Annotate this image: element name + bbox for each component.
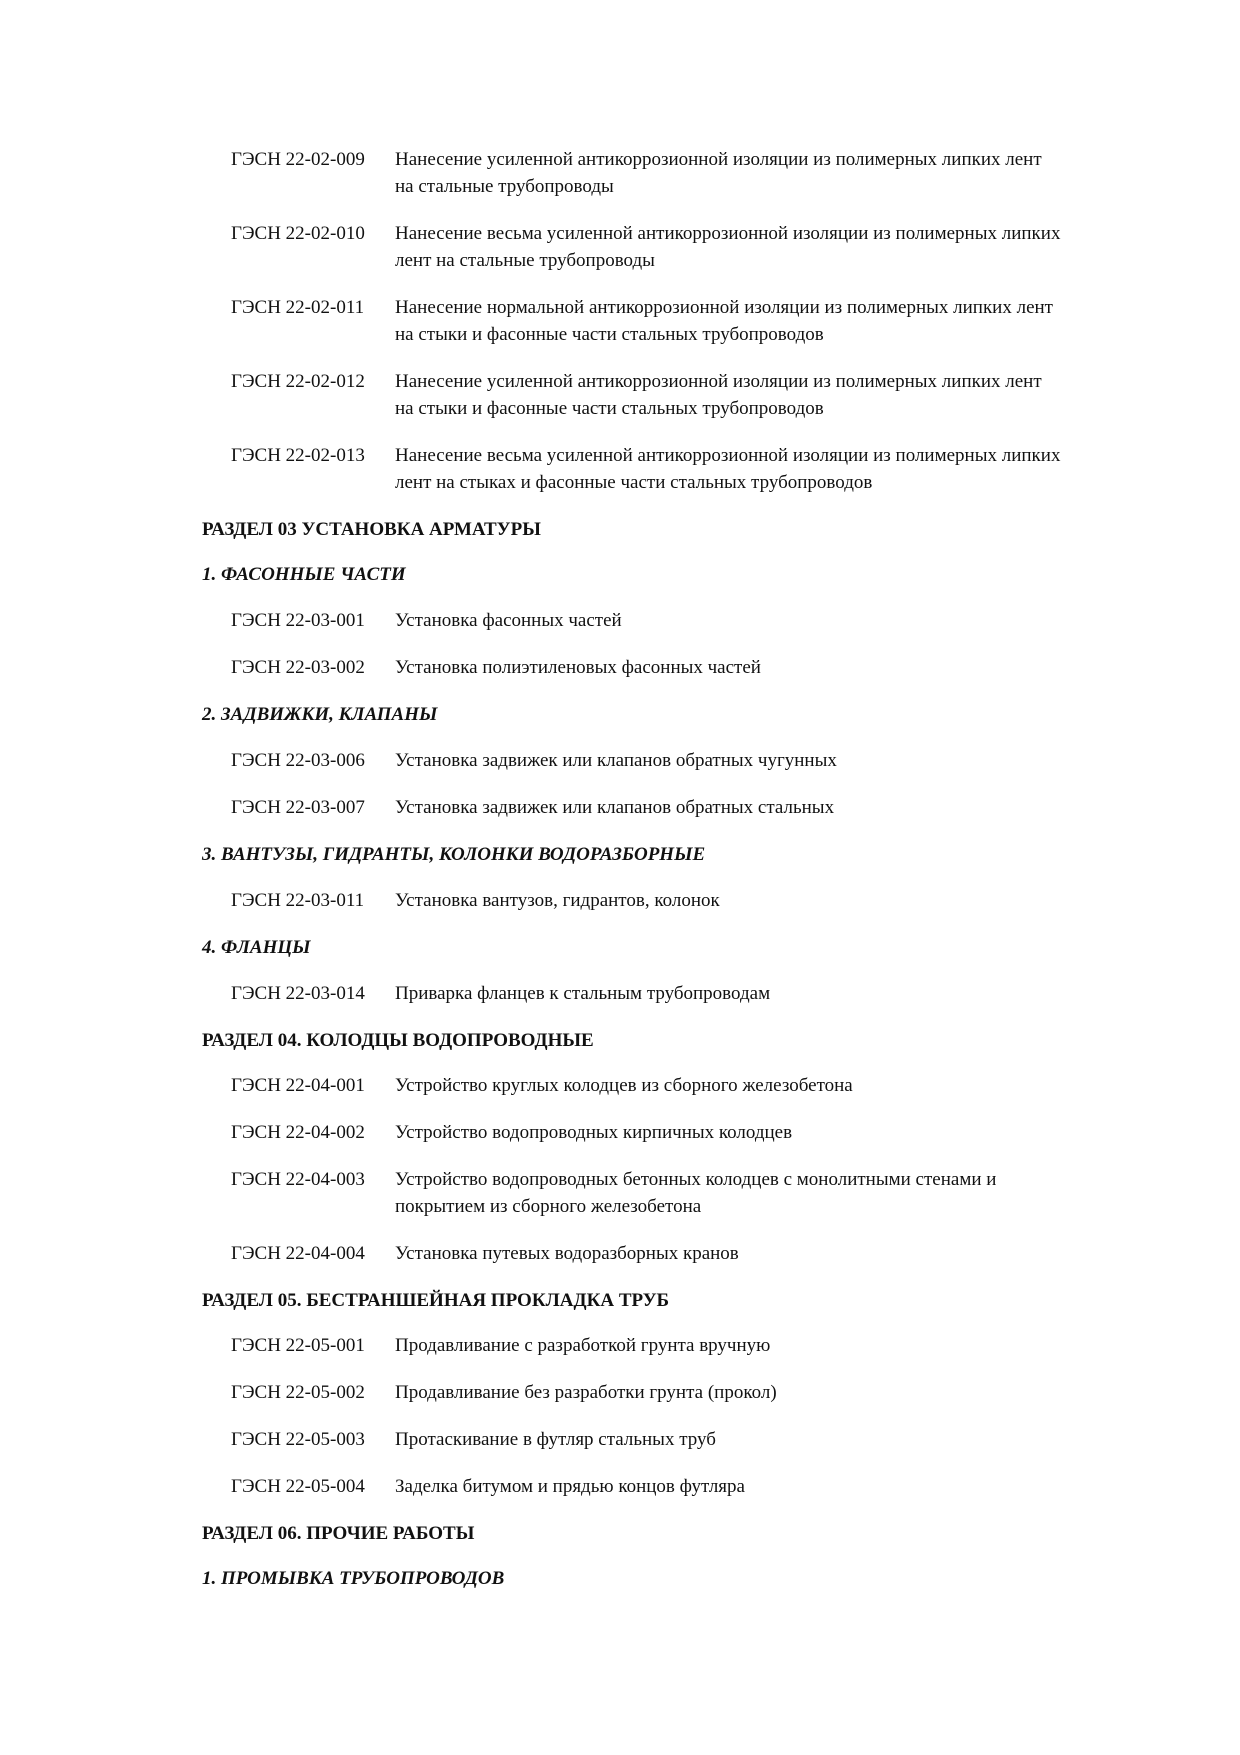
norm-description: Нанесение усиленной антикоррозионной изоляции из полимерных липких лент на стальные трубопроводы [395, 149, 1042, 197]
norm-description: Протаскивание в футляр стальных труб [395, 1429, 716, 1450]
norm-entry [202, 1332, 1062, 1359]
subsection-heading: 2. ЗАДВИЖКИ, КЛАПАНЫ [202, 704, 438, 725]
norm-entry [202, 1473, 1062, 1500]
norm-code: ГЭСН 22-03-001 [231, 610, 365, 631]
norm-description: Нанесение весьма усиленной антикоррозионной изоляции из полимерных липких лент на стыках и фасонные части стальных трубопроводов [395, 445, 1061, 493]
document-content [202, 146, 1062, 1611]
norm-description: Установка фасонных частей [395, 610, 622, 631]
norm-entry [202, 1072, 1062, 1099]
norm-entry [202, 1379, 1062, 1406]
norm-description: Установка вантузов, гидрантов, колонок [395, 890, 720, 911]
norm-description: Устройство водопроводных кирпичных колодцев [395, 1122, 793, 1143]
norm-code: ГЭСН 22-03-014 [231, 983, 365, 1004]
norm-code: ГЭСН 22-02-010 [231, 223, 365, 244]
norm-entry [202, 146, 1062, 200]
norm-description: Установка задвижек или клапанов обратных чугунных [395, 750, 837, 771]
norm-entry [202, 368, 1062, 422]
subsection-heading: 1. ФАСОННЫЕ ЧАСТИ [202, 564, 406, 585]
norm-entry [202, 980, 1062, 1007]
norm-entry [202, 220, 1062, 274]
norm-entry [202, 1426, 1062, 1453]
norm-description: Нанесение нормальной антикоррозионной изоляции из полимерных липких лент на стыки и фасонные части стальных трубопроводов [395, 297, 1053, 345]
norm-code: ГЭСН 22-05-002 [231, 1382, 365, 1403]
norm-code: ГЭСН 22-05-001 [231, 1335, 365, 1356]
norm-entry [202, 1240, 1062, 1267]
norm-code: ГЭСН 22-04-003 [231, 1169, 365, 1190]
norm-entry [202, 887, 1062, 914]
norm-description: Заделка битумом и прядью концов футляра [395, 1476, 745, 1497]
norm-code: ГЭСН 22-05-003 [231, 1429, 365, 1450]
norm-code: ГЭСН 22-03-002 [231, 657, 365, 678]
norm-entry [202, 607, 1062, 634]
norm-code: ГЭСН 22-03-006 [231, 750, 365, 771]
norm-entry [202, 794, 1062, 821]
norm-entry [202, 1119, 1062, 1146]
norm-description: Продавливание с разработкой грунта вручную [395, 1335, 771, 1356]
norm-description: Установка путевых водоразборных кранов [395, 1243, 739, 1264]
norm-description: Нанесение весьма усиленной антикоррозионной изоляции из полимерных липких лент на стальные трубопроводы [395, 223, 1061, 271]
norm-code: ГЭСН 22-03-007 [231, 797, 365, 818]
section-heading: РАЗДЕЛ 06. ПРОЧИЕ РАБОТЫ [202, 1523, 475, 1544]
norm-code: ГЭСН 22-04-004 [231, 1243, 365, 1264]
section-heading: РАЗДЕЛ 03 УСТАНОВКА АРМАТУРЫ [202, 519, 541, 540]
norm-description: Нанесение усиленной антикоррозионной изоляции из полимерных липких лент на стыки и фасонные части стальных трубопроводов [395, 371, 1042, 419]
section-heading: РАЗДЕЛ 04. КОЛОДЦЫ ВОДОПРОВОДНЫЕ [202, 1030, 594, 1051]
norm-entry [202, 747, 1062, 774]
subsection-heading: 4. ФЛАНЦЫ [202, 937, 311, 958]
norm-entry [202, 1166, 1062, 1220]
norm-entry [202, 294, 1062, 348]
norm-code: ГЭСН 22-05-004 [231, 1476, 365, 1497]
subsection-heading: 1. ПРОМЫВКА ТРУБОПРОВОДОВ [202, 1568, 505, 1589]
norm-description: Устройство водопроводных бетонных колодцев с монолитными стенами и покрытием из сборного железобетона [395, 1169, 997, 1217]
subsection-heading: 3. ВАНТУЗЫ, ГИДРАНТЫ, КОЛОНКИ ВОДОРАЗБОРНЫЕ [202, 844, 706, 865]
norm-description: Устройство круглых колодцев из сборного железобетона [395, 1075, 853, 1096]
norm-description: Установка полиэтиленовых фасонных частей [395, 657, 761, 678]
norm-code: ГЭСН 22-02-013 [231, 445, 365, 466]
norm-description: Продавливание без разработки грунта (прокол) [395, 1382, 777, 1403]
norm-entry [202, 442, 1062, 496]
norm-code: ГЭСН 22-02-011 [231, 297, 365, 318]
norm-description: Установка задвижек или клапанов обратных стальных [395, 797, 835, 818]
section-heading: РАЗДЕЛ 05. БЕСТРАНШЕЙНАЯ ПРОКЛАДКА ТРУБ [202, 1290, 670, 1311]
norm-description: Приварка фланцев к стальным трубопроводам [395, 983, 771, 1004]
norm-code: ГЭСН 22-03-011 [231, 890, 365, 911]
norm-code: ГЭСН 22-02-009 [231, 149, 365, 170]
norm-code: ГЭСН 22-02-012 [231, 371, 365, 392]
norm-entry [202, 654, 1062, 681]
norm-code: ГЭСН 22-04-001 [231, 1075, 365, 1096]
norm-code: ГЭСН 22-04-002 [231, 1122, 365, 1143]
